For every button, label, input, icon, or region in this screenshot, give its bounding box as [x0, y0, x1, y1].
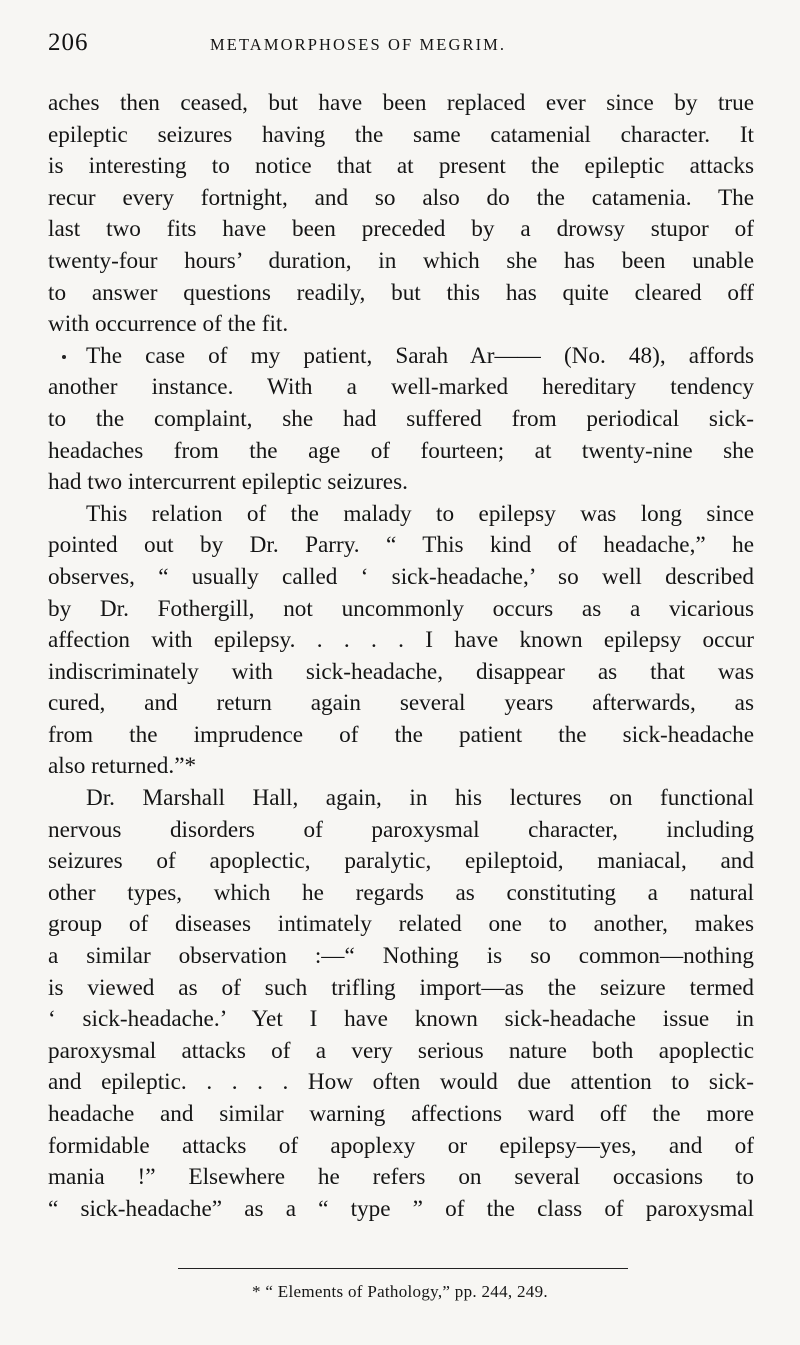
text-line: seizures of apoplectic, paralytic, epileptoid, maniacal, and: [48, 848, 754, 875]
text-line: to answer questions readily, but this has quite cleared off: [48, 279, 754, 306]
text-line: a similar observation :—“ Nothing is so common—nothing: [48, 943, 754, 970]
footnote-rule: [178, 1268, 628, 1269]
page-number: 206: [48, 29, 89, 56]
text-line: formidable attacks of apoplexy or epilepsy—yes, and of: [48, 1132, 754, 1159]
page-header: [0, 0, 800, 80]
text-line: last two fits have been preceded by a drowsy stupor of: [48, 216, 754, 243]
text-line: with occurrence of the fit.: [48, 311, 289, 338]
text-line: other types, which he regards as constituting a natural: [48, 879, 754, 906]
text-line: observes, “ usually called ‘ sick-headache,’ so well described: [48, 563, 754, 590]
body-text: [48, 88, 754, 1225]
text-line: The case of my patient, Sarah Ar—— (No. 48), affords: [86, 342, 754, 369]
footnote: * “ Elements of Pathology,” pp. 244, 249.: [252, 1282, 548, 1301]
text-line: Dr. Marshall Hall, again, in his lectures on functional: [86, 785, 754, 812]
text-line: aches then ceased, but have been replaced ever since by true: [48, 90, 754, 116]
text-line: group of diseases intimately related one to another, makes: [48, 911, 754, 938]
text-line: ‘ sick-headache.’ Yet I have known sick-headache issue in: [48, 1006, 754, 1033]
text-line: indiscriminately with sick-headache, disappear as that was: [48, 658, 754, 685]
text-line: from the imprudence of the patient the sick-headache: [48, 721, 754, 748]
text-line: headaches from the age of fourteen; at twenty-nine she: [48, 437, 754, 464]
text-line: nervous disorders of paroxysmal character, including: [48, 816, 754, 843]
text-line: and epileptic. . . . . How often would due attention to sick-: [48, 1069, 754, 1096]
text-line: is interesting to notice that at present the epileptic attacks: [48, 153, 754, 180]
paragraph-1: [48, 88, 754, 341]
text-line: “ sick-headache” as a “ type ” of the class of paroxysmal: [48, 1195, 754, 1222]
text-line: is viewed as of such trifling import—as the seizure termed: [48, 974, 754, 1001]
text-line: pointed out by Dr. Parry. “ This kind of headache,” he: [48, 532, 754, 559]
text-line: twenty-four hours’ duration, in which she has been unable: [48, 247, 754, 274]
text-line: recur every fortnight, and so also do the catamenia. The: [48, 184, 754, 211]
paragraph-3: [48, 499, 754, 783]
paragraph-4: [48, 783, 754, 1225]
text-line: another instance. With a well-marked hereditary tendency: [48, 374, 754, 401]
text-line: to the complaint, she had suffered from periodical sick-: [48, 405, 754, 432]
paragraph-2: [48, 341, 754, 499]
text-line: also returned.”*: [48, 753, 197, 780]
text-line: headache and similar warning affections ward off the more: [48, 1101, 754, 1127]
text-line: by Dr. Fothergill, not uncommonly occurs as a vicarious: [48, 595, 754, 622]
running-head: METAMORPHOSES OF MEGRIM.: [210, 35, 507, 54]
text-line: affection with epilepsy. . . . . I have known epilepsy occur: [48, 627, 754, 654]
text-line: This relation of the malady to epilepsy was long since: [86, 500, 754, 527]
text-line: mania !” Elsewhere he refers on several occasions to: [48, 1164, 754, 1191]
text-line: cured, and return again several years afterwards, as: [48, 690, 754, 717]
text-line: epileptic seizures having the same catamenial character. It: [48, 121, 754, 148]
text-line: had two intercurrent epileptic seizures.: [48, 469, 408, 496]
text-line: paroxysmal attacks of a very serious nature both apoplectic: [48, 1037, 754, 1064]
